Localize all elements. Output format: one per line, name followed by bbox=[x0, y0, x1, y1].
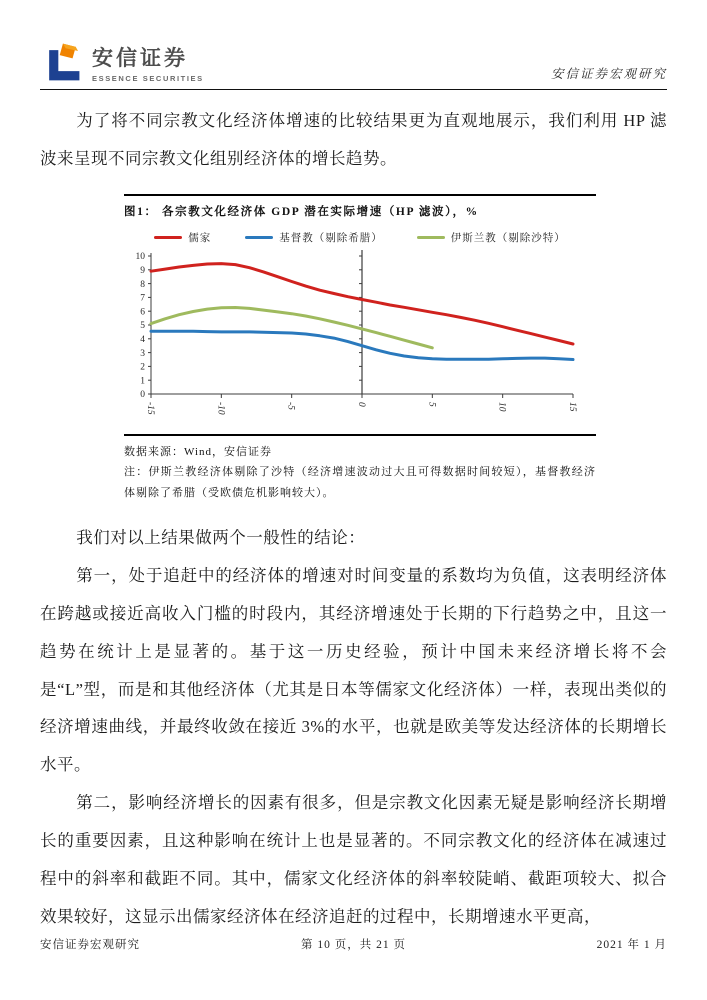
svg-text:4: 4 bbox=[140, 334, 145, 345]
figure-1 bbox=[124, 194, 596, 505]
figure-1-top bbox=[124, 194, 596, 432]
svg-text:10: 10 bbox=[496, 401, 507, 412]
conclusion-first-paragraph: 第一，处于追赶中的经济体的增速对时间变量的系数均为负值，这表明经济体在跨越或接近高收入门槛的时段内，其经济增速处于长期的下行趋势之中，且这一趋势在统计上是显著的。基于这一历史经验，预计中国未来经济增长将不会是“L”型，而是和其他经济体（尤其是日本等儒家文化经济体）一样，表现出类似的经济增速曲线，并最终收敛在接近 3%的水平，也就是欧美等发达经济体的长期增长水平。 bbox=[40, 565, 667, 775]
svg-text:2: 2 bbox=[140, 362, 145, 373]
intro-paragraph: 为了将不同宗教文化经济体增速的比较结果更为直观地展示，我们利用 HP 滤波来呈现不同宗教文化组别经济体的增长趋势。 bbox=[40, 111, 667, 168]
svg-text:10: 10 bbox=[135, 252, 145, 263]
brand-name-en: ESSENCE SECURITIES bbox=[92, 73, 204, 83]
svg-text:3: 3 bbox=[140, 348, 145, 359]
footer-date: 2021 年 1 月 bbox=[596, 939, 667, 951]
svg-text:-10: -10 bbox=[215, 401, 226, 415]
svg-text:15: 15 bbox=[567, 401, 577, 412]
svg-text:0: 0 bbox=[140, 390, 145, 401]
figure-note: 注：伊斯兰教经济体剔除了沙特（经济增速波动过大且可得数据时间较短），基督教经济体剔除了希腊（受欧债危机影响较大）。 bbox=[124, 465, 596, 500]
essence-logo-icon bbox=[40, 40, 84, 84]
chart-area bbox=[124, 247, 596, 432]
svg-text:6: 6 bbox=[140, 307, 145, 318]
conclusion-intro-paragraph: 我们对以上结果做两个一般性的结论： bbox=[76, 527, 366, 547]
svg-text:8: 8 bbox=[140, 279, 145, 290]
figure-1-title: 图1： 各宗教文化经济体 GDP 潜在实际增速（HP 滤波），% bbox=[124, 205, 479, 218]
gdp-growth-line-chart bbox=[124, 247, 596, 427]
svg-text:5: 5 bbox=[140, 321, 145, 332]
brand-logo bbox=[40, 40, 204, 84]
figure-source: 数据来源：Wind，安信证券 bbox=[124, 445, 272, 458]
legend-swatch-christian bbox=[245, 236, 273, 239]
legend-label-christian: 基督教（剔除希腊） bbox=[279, 232, 383, 244]
chart-legend bbox=[124, 230, 596, 245]
svg-text:0: 0 bbox=[356, 401, 366, 407]
brand-text bbox=[92, 42, 204, 83]
svg-text:-15: -15 bbox=[145, 401, 155, 415]
legend-item-confucian bbox=[154, 230, 211, 245]
page-header bbox=[40, 40, 667, 90]
svg-text:-5: -5 bbox=[285, 401, 296, 410]
legend-item-islamic bbox=[417, 230, 566, 245]
legend-label-confucian: 儒家 bbox=[188, 232, 212, 244]
svg-text:7: 7 bbox=[140, 293, 145, 304]
brand-name-cn: 安信证券 bbox=[92, 46, 188, 70]
page-footer bbox=[40, 936, 667, 952]
legend-label-islamic: 伊斯兰教（剔除沙特） bbox=[450, 232, 566, 244]
svg-text:9: 9 bbox=[140, 265, 145, 276]
footer-series-label: 安信证券宏观研究 bbox=[40, 939, 140, 951]
legend-item-christian bbox=[245, 230, 383, 245]
svg-text:1: 1 bbox=[140, 376, 145, 387]
legend-swatch-islamic bbox=[417, 236, 445, 239]
conclusion-second-paragraph: 第二，影响经济增长的因素有很多，但是宗教文化因素无疑是影响经济长期增长的重要因素，且这种影响在统计上也是显著的。不同宗教文化的经济体在减速过程中的斜率和截距不同。其中，儒家文化经济体的斜率较陡峭、截距项较大、拟合效果较好，这显示出儒家经济体在经济追赶的过程中，长期增速水平更高， bbox=[40, 793, 667, 927]
footer-page-number: 第 10 页，共 21 页 bbox=[301, 939, 406, 951]
legend-swatch-confucian bbox=[154, 236, 182, 239]
svg-text:5: 5 bbox=[426, 401, 437, 407]
figure-bottom-rule bbox=[124, 434, 596, 436]
header-report-series-label: 安信证券宏观研究 bbox=[550, 67, 667, 81]
